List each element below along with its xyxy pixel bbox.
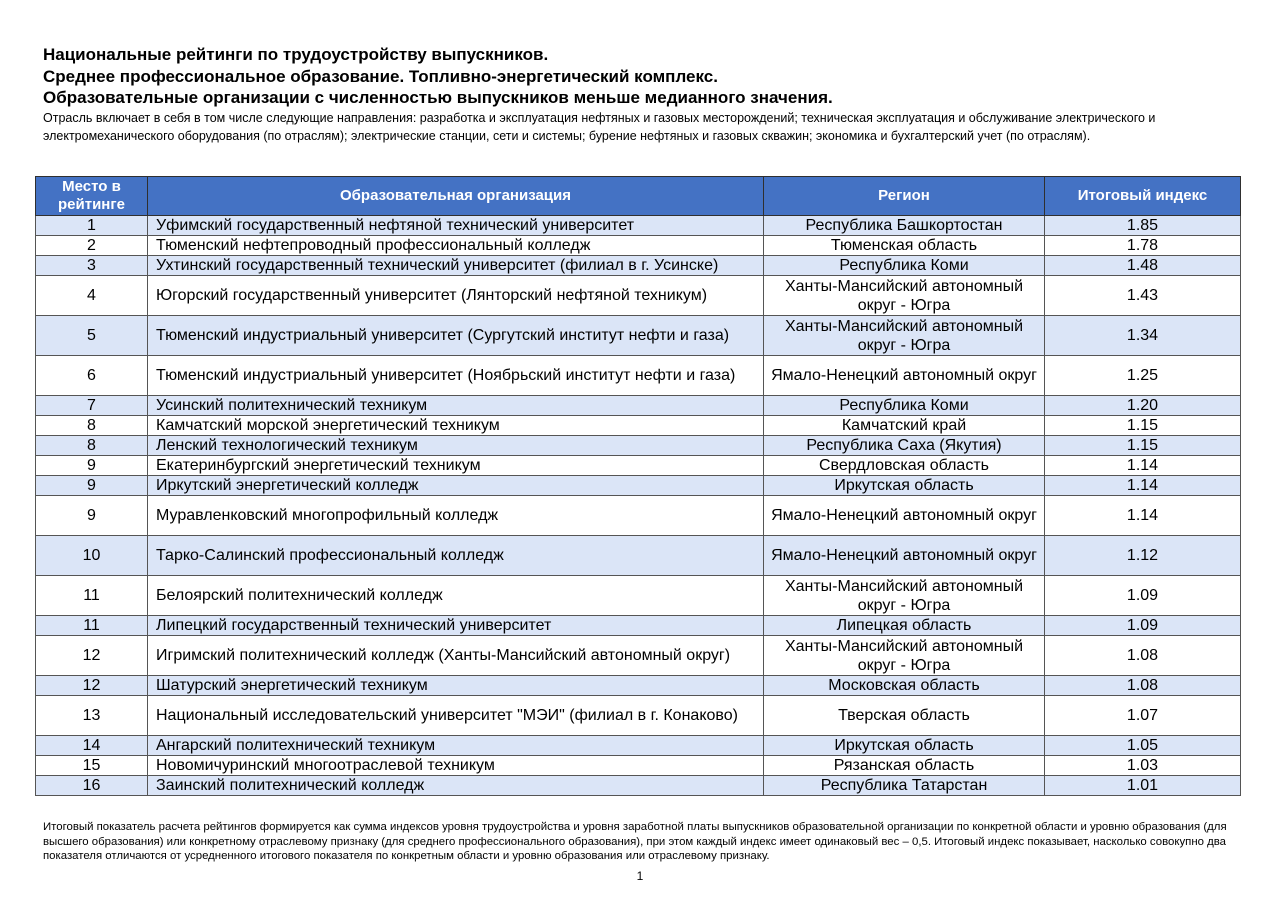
table-row — [36, 356, 1241, 396]
organization-cell: Екатеринбургский энергетический техникум — [148, 456, 764, 476]
rank-cell: 10 — [36, 536, 148, 576]
rank-cell: 16 — [36, 776, 148, 796]
rating-table — [35, 176, 1241, 796]
document-header — [43, 44, 1243, 145]
index-cell: 1.25 — [1045, 356, 1241, 396]
region-cell: Республика Коми — [764, 256, 1045, 276]
organization-cell: Белоярский политехнический колледж — [148, 576, 764, 616]
index-cell: 1.20 — [1045, 396, 1241, 416]
region-cell: Тверская область — [764, 696, 1045, 736]
index-cell: 1.14 — [1045, 476, 1241, 496]
organization-cell: Уфимский государственный нефтяной технический университет — [148, 216, 764, 236]
table-header-row — [36, 177, 1241, 216]
organization-cell: Тюменский индустриальный университет (Ноябрьский институт нефти и газа) — [148, 356, 764, 396]
organization-cell: Иркутский энергетический колледж — [148, 476, 764, 496]
rank-cell: 7 — [36, 396, 148, 416]
region-cell: Иркутская область — [764, 736, 1045, 756]
column-header-organization: Образовательная организация — [148, 177, 764, 216]
rank-cell: 9 — [36, 476, 148, 496]
index-cell: 1.34 — [1045, 316, 1241, 356]
index-cell: 1.09 — [1045, 616, 1241, 636]
organization-cell: Липецкий государственный технический университет — [148, 616, 764, 636]
organization-cell: Новомичуринский многоотраслевой техникум — [148, 756, 764, 776]
rank-cell: 9 — [36, 456, 148, 476]
table-row — [36, 416, 1241, 436]
organization-cell: Игримский политехнический колледж (Ханты-Мансийский автономный округ) — [148, 636, 764, 676]
page-title-line-1: Национальные рейтинги по трудоустройству выпускников. — [43, 45, 549, 64]
organization-cell: Ангарский политехнический техникум — [148, 736, 764, 756]
index-cell: 1.15 — [1045, 416, 1241, 436]
region-cell: Ямало-Ненецкий автономный округ — [764, 496, 1045, 536]
index-cell: 1.78 — [1045, 236, 1241, 256]
region-cell: Республика Башкортостан — [764, 216, 1045, 236]
table-row — [36, 756, 1241, 776]
rank-cell: 13 — [36, 696, 148, 736]
organization-cell: Национальный исследовательский университет "МЭИ" (филиал в г. Конаково) — [148, 696, 764, 736]
rank-cell: 12 — [36, 636, 148, 676]
rank-cell: 8 — [36, 436, 148, 456]
organization-cell: Ленский технологический техникум — [148, 436, 764, 456]
table-row — [36, 456, 1241, 476]
table-row — [36, 736, 1241, 756]
index-cell: 1.08 — [1045, 636, 1241, 676]
index-cell: 1.14 — [1045, 456, 1241, 476]
region-cell: Липецкая область — [764, 616, 1045, 636]
index-cell: 1.48 — [1045, 256, 1241, 276]
table-row — [36, 576, 1241, 616]
region-cell: Тюменская область — [764, 236, 1045, 256]
region-cell: Камчатский край — [764, 416, 1045, 436]
rank-cell: 14 — [36, 736, 148, 756]
index-cell: 1.05 — [1045, 736, 1241, 756]
index-cell: 1.14 — [1045, 496, 1241, 536]
region-cell: Московская область — [764, 676, 1045, 696]
table-row — [36, 316, 1241, 356]
rank-cell: 12 — [36, 676, 148, 696]
organization-cell: Тюменский нефтепроводный профессиональный колледж — [148, 236, 764, 256]
table-row — [36, 616, 1241, 636]
page-title-line-2: Среднее профессиональное образование. Топливно-энергетический комплекс. — [43, 66, 718, 86]
rank-cell: 15 — [36, 756, 148, 776]
organization-cell: Тюменский индустриальный университет (Сургутский институт нефти и газа) — [148, 316, 764, 356]
region-cell: Иркутская область — [764, 476, 1045, 496]
table-row — [36, 436, 1241, 456]
column-header-region: Регион — [764, 177, 1045, 216]
index-cell: 1.03 — [1045, 756, 1241, 776]
organization-cell: Югорский государственный университет (Лянторский нефтяной техникум) — [148, 276, 764, 316]
column-header-rank: Место в рейтинге — [36, 177, 148, 216]
rank-cell: 11 — [36, 576, 148, 616]
region-cell: Ханты-Мансийский автономный округ - Югра — [764, 576, 1045, 616]
table-body — [36, 216, 1241, 796]
region-cell: Свердловская область — [764, 456, 1045, 476]
table-row — [36, 276, 1241, 316]
table-row — [36, 256, 1241, 276]
region-cell: Республика Коми — [764, 396, 1045, 416]
rank-cell: 8 — [36, 416, 148, 436]
index-cell: 1.08 — [1045, 676, 1241, 696]
region-cell: Республика Саха (Якутия) — [764, 436, 1045, 456]
table-row — [36, 636, 1241, 676]
table-row — [36, 476, 1241, 496]
page-title-line-3: Образовательные организации с численностью выпускников меньше медианного значения. — [43, 88, 833, 107]
column-header-index: Итоговый индекс — [1045, 177, 1241, 216]
region-cell: Республика Татарстан — [764, 776, 1045, 796]
region-cell: Ямало-Ненецкий автономный округ — [764, 356, 1045, 396]
rank-cell: 9 — [36, 496, 148, 536]
index-cell: 1.85 — [1045, 216, 1241, 236]
region-cell: Ханты-Мансийский автономный округ - Югра — [764, 276, 1045, 316]
organization-cell: Камчатский морской энергетический техникум — [148, 416, 764, 436]
rank-cell: 6 — [36, 356, 148, 396]
table-row — [36, 396, 1241, 416]
footnote: Итоговый показатель расчета рейтингов формируется как сумма индексов уровня трудоустройства и уровня заработной платы выпускников образовательной организации по конкретной области и уровню образования (для высшего образования) или конкретному отраслевому признаку (для среднего профессионального образования), при этом каждый индекс имеет одинаковый вес – 0,5. Итоговый индекс показывает, насколько совокупно два показателя отличаются от усредненного итогового показателя по конкретным области и уровню образования или отраслевому признаку. — [43, 821, 1227, 862]
organization-cell: Шатурский энергетический техникум — [148, 676, 764, 696]
rank-cell: 11 — [36, 616, 148, 636]
organization-cell: Тарко-Салинский профессиональный колледж — [148, 536, 764, 576]
organization-cell: Усинский политехнический техникум — [148, 396, 764, 416]
industry-description: Отрасль включает в себя в том числе следующие направления: разработка и эксплуатация нефтяных и газовых месторождений; техническая эксплуатация и обслуживание электрического и электромеханического оборудования (по отраслям); электрические станции, сети и системы; бурение нефтяных и газовых скважин; экономика и бухгалтерский учет (по отраслям). — [43, 110, 1156, 143]
table-row — [36, 696, 1241, 736]
rank-cell: 4 — [36, 276, 148, 316]
table-row — [36, 776, 1241, 796]
rank-cell: 3 — [36, 256, 148, 276]
region-cell: Ханты-Мансийский автономный округ - Югра — [764, 316, 1045, 356]
region-cell: Ямало-Ненецкий автономный округ — [764, 536, 1045, 576]
table-row — [36, 496, 1241, 536]
index-cell: 1.09 — [1045, 576, 1241, 616]
index-cell: 1.12 — [1045, 536, 1241, 576]
organization-cell: Ухтинский государственный технический университет (филиал в г. Усинске) — [148, 256, 764, 276]
rank-cell: 2 — [36, 236, 148, 256]
page-number: 1 — [636, 869, 644, 883]
region-cell: Рязанская область — [764, 756, 1045, 776]
rank-cell: 1 — [36, 216, 148, 236]
rank-cell: 5 — [36, 316, 148, 356]
region-cell: Ханты-Мансийский автономный округ - Югра — [764, 636, 1045, 676]
index-cell: 1.43 — [1045, 276, 1241, 316]
table-row — [36, 676, 1241, 696]
organization-cell: Заинский политехнический колледж — [148, 776, 764, 796]
index-cell: 1.07 — [1045, 696, 1241, 736]
index-cell: 1.01 — [1045, 776, 1241, 796]
organization-cell: Муравленковский многопрофильный колледж — [148, 496, 764, 536]
table-row — [36, 536, 1241, 576]
table-row — [36, 216, 1241, 236]
table-row — [36, 236, 1241, 256]
index-cell: 1.15 — [1045, 436, 1241, 456]
